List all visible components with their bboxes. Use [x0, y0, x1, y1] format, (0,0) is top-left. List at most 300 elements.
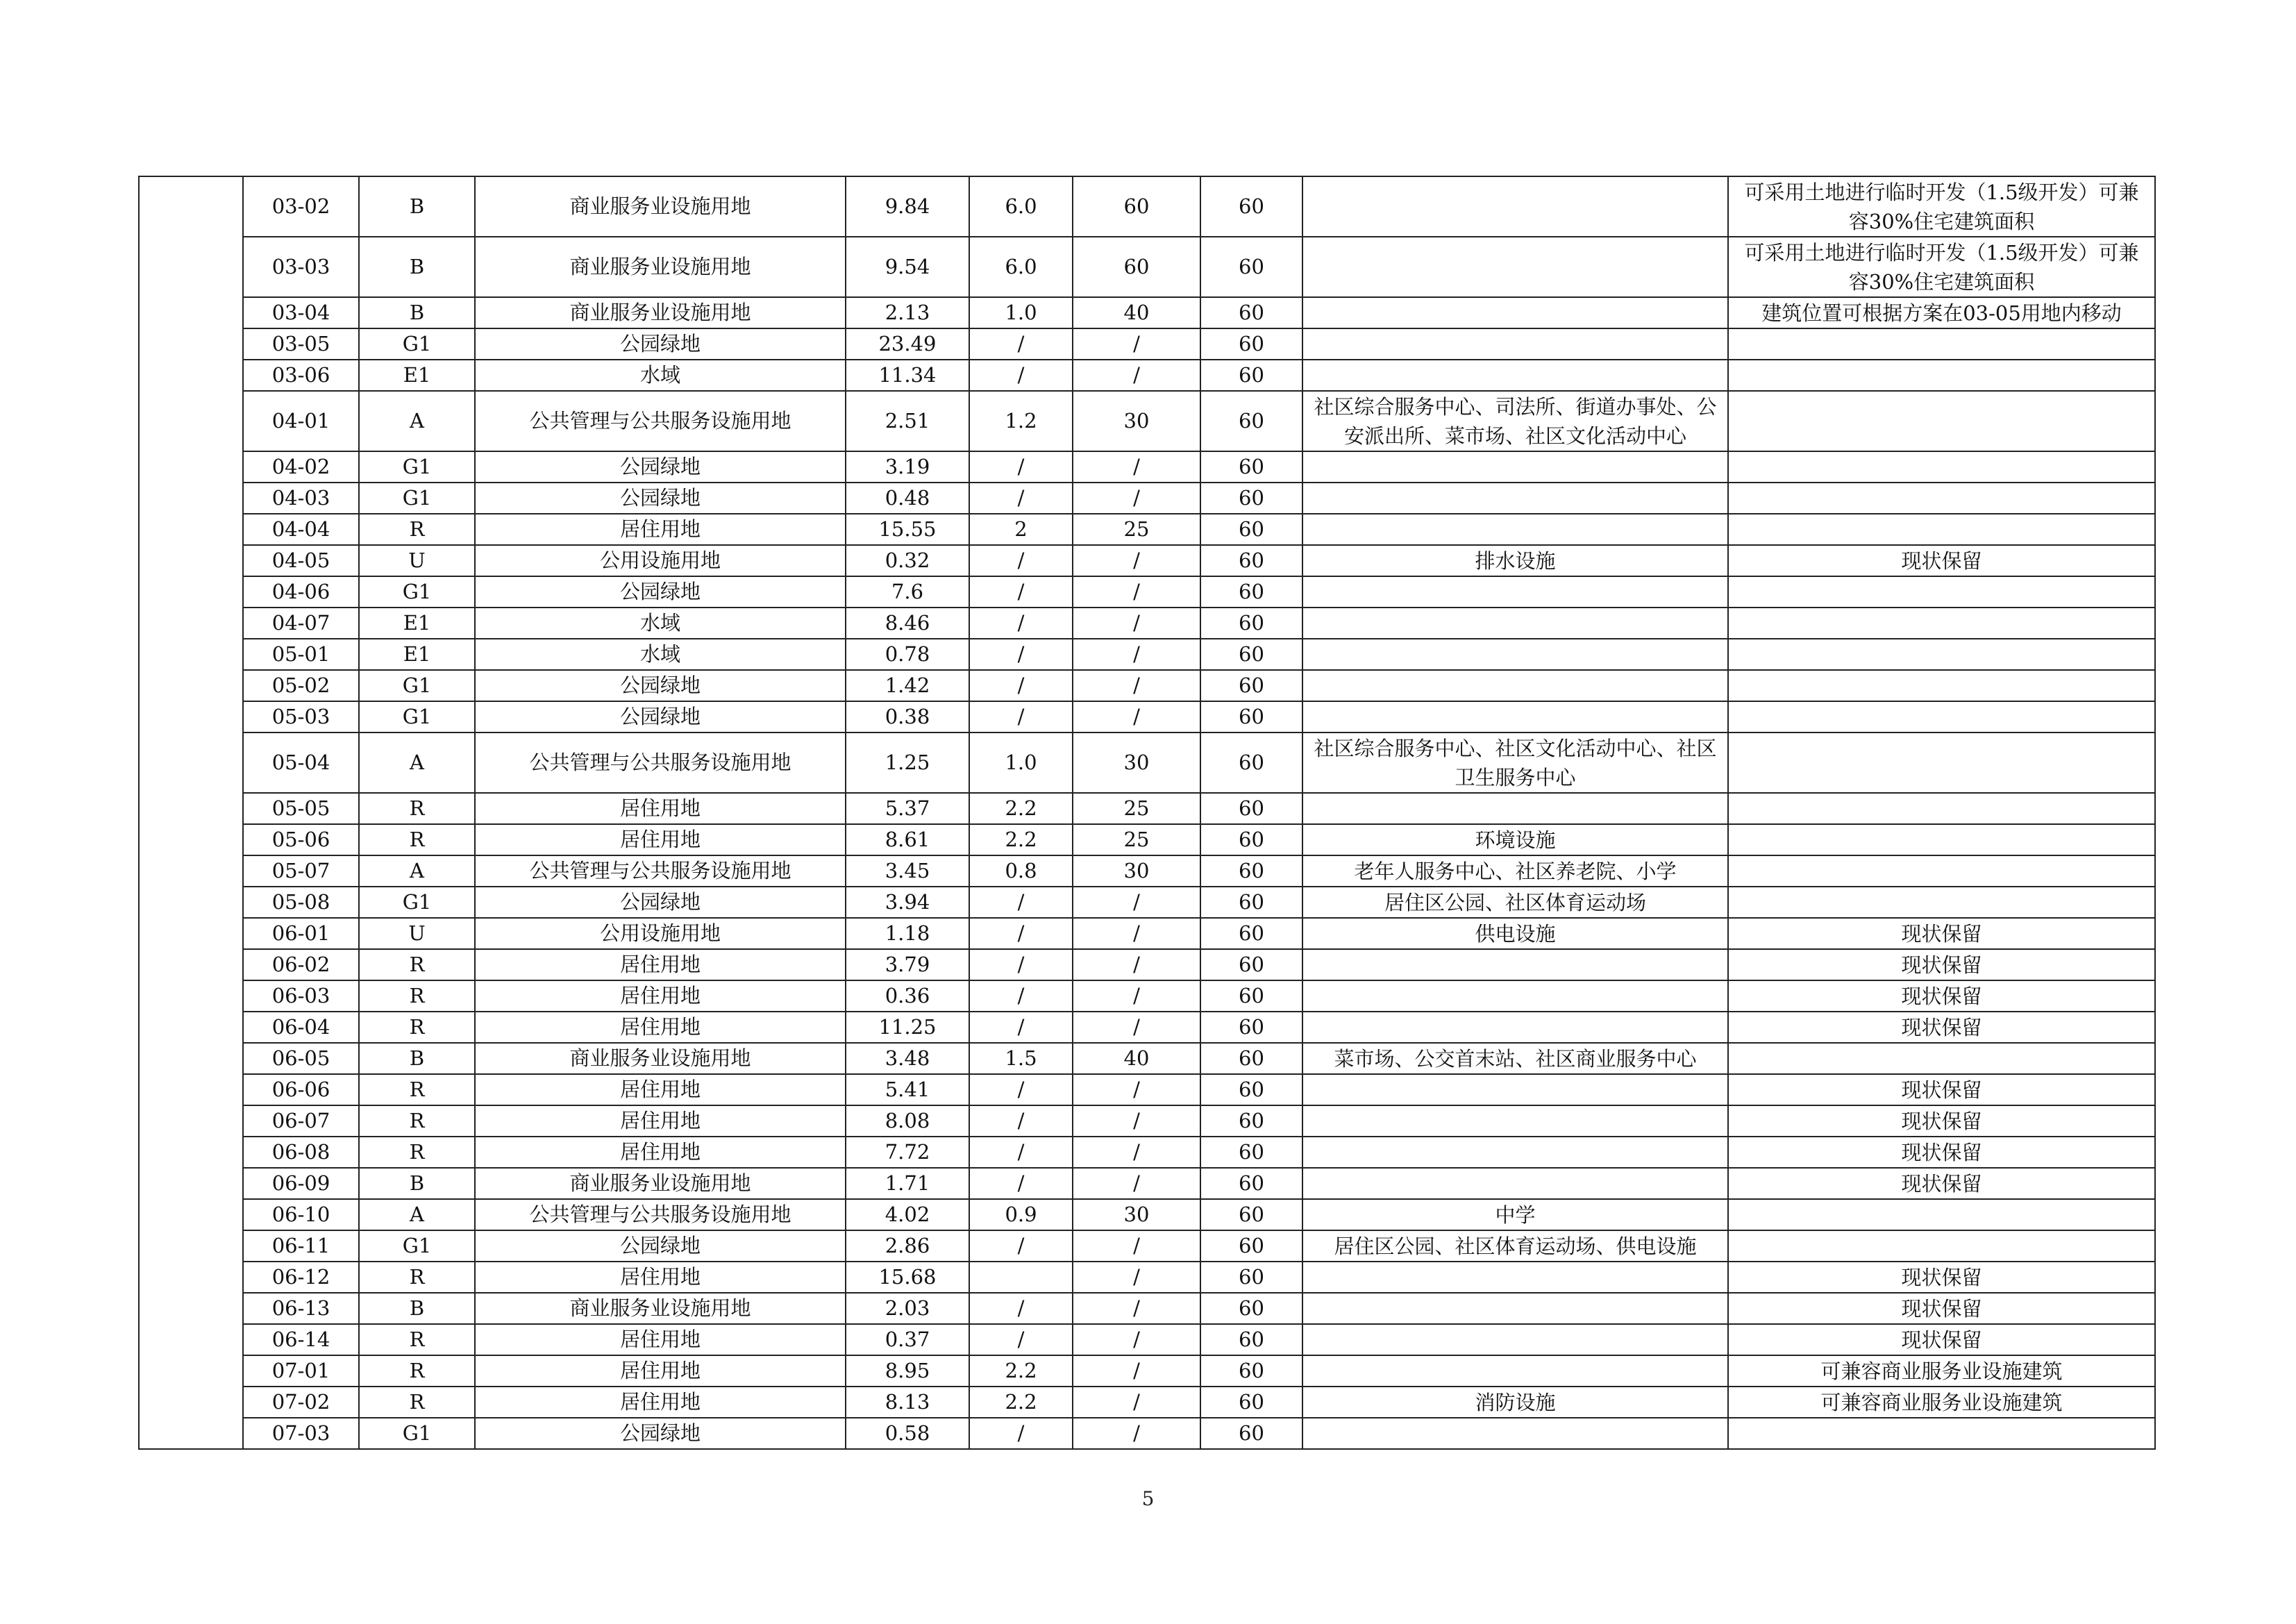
height-cell: 60: [1200, 670, 1302, 701]
far-cell: /: [969, 328, 1073, 360]
far-cell: /: [969, 483, 1073, 514]
land-code-cell: R: [359, 1355, 475, 1387]
land-use-cell: 居住用地: [475, 1262, 846, 1293]
note-cell: [1728, 483, 2155, 514]
note-cell: [1728, 670, 2155, 701]
facilities-cell: [1302, 1012, 1728, 1043]
land-use-cell: 公园绿地: [475, 1230, 846, 1262]
coverage-cell: /: [1073, 639, 1200, 670]
table-row: [139, 824, 2155, 855]
far-cell: /: [969, 576, 1073, 608]
parcel-id-cell: 04-05: [243, 545, 359, 576]
note-cell: 建筑位置可根据方案在03-05用地内移动: [1728, 297, 2155, 328]
far-cell: /: [969, 1137, 1073, 1168]
height-cell: 60: [1200, 297, 1302, 328]
coverage-cell: /: [1073, 1105, 1200, 1137]
land-use-cell: 公用设施用地: [475, 545, 846, 576]
area-cell: 15.68: [846, 1262, 969, 1293]
parcel-id-cell: 05-04: [243, 733, 359, 793]
height-cell: 60: [1200, 1293, 1302, 1324]
page-number: 5: [1141, 1487, 1155, 1510]
far-cell: 0.8: [969, 855, 1073, 887]
land-code-cell: B: [359, 297, 475, 328]
coverage-cell: 60: [1073, 176, 1200, 237]
table-row: [139, 451, 2155, 483]
table-row: [139, 391, 2155, 451]
facilities-cell: 环境设施: [1302, 824, 1728, 855]
parcel-id-cell: 04-02: [243, 451, 359, 483]
table-row: [139, 1043, 2155, 1074]
facilities-cell: [1302, 639, 1728, 670]
coverage-cell: 30: [1073, 733, 1200, 793]
parcel-id-cell: 03-05: [243, 328, 359, 360]
land-code-cell: R: [359, 1074, 475, 1105]
parcel-id-cell: 06-01: [243, 918, 359, 949]
height-cell: 60: [1200, 451, 1302, 483]
table-row: [139, 1293, 2155, 1324]
table-row: [139, 1324, 2155, 1355]
land-code-cell: U: [359, 545, 475, 576]
land-code-cell: U: [359, 918, 475, 949]
land-code-cell: E1: [359, 360, 475, 391]
note-cell: 现状保留: [1728, 1262, 2155, 1293]
parcel-id-cell: 05-02: [243, 670, 359, 701]
far-cell: 0.9: [969, 1199, 1073, 1230]
land-code-cell: B: [359, 1043, 475, 1074]
land-use-cell: 居住用地: [475, 1355, 846, 1387]
far-cell: 6.0: [969, 237, 1073, 297]
note-cell: [1728, 887, 2155, 918]
land-code-cell: R: [359, 824, 475, 855]
land-use-cell: 居住用地: [475, 824, 846, 855]
facilities-cell: [1302, 514, 1728, 545]
parcel-id-cell: 05-07: [243, 855, 359, 887]
land-use-cell: 公园绿地: [475, 328, 846, 360]
land-code-cell: B: [359, 1168, 475, 1199]
land-use-table: [138, 176, 2156, 1450]
area-cell: 3.79: [846, 949, 969, 980]
far-cell: /: [969, 1230, 1073, 1262]
table-row: [139, 1418, 2155, 1449]
area-cell: 1.18: [846, 918, 969, 949]
land-code-cell: R: [359, 949, 475, 980]
land-use-cell: 公园绿地: [475, 451, 846, 483]
height-cell: 60: [1200, 176, 1302, 237]
parcel-id-cell: 06-11: [243, 1230, 359, 1262]
facilities-cell: [1302, 608, 1728, 639]
height-cell: 60: [1200, 237, 1302, 297]
coverage-cell: 25: [1073, 824, 1200, 855]
far-cell: 1.0: [969, 733, 1073, 793]
table-row: [139, 1137, 2155, 1168]
table-row: [139, 514, 2155, 545]
height-cell: 60: [1200, 949, 1302, 980]
height-cell: 60: [1200, 1137, 1302, 1168]
far-cell: 1.0: [969, 297, 1073, 328]
area-cell: 8.13: [846, 1387, 969, 1418]
land-use-cell: 商业服务业设施用地: [475, 297, 846, 328]
area-cell: 8.61: [846, 824, 969, 855]
facilities-cell: [1302, 1262, 1728, 1293]
land-use-cell: 商业服务业设施用地: [475, 237, 846, 297]
table-row: [139, 483, 2155, 514]
note-cell: [1728, 391, 2155, 451]
height-cell: 60: [1200, 1355, 1302, 1387]
facilities-cell: [1302, 451, 1728, 483]
land-code-cell: R: [359, 1262, 475, 1293]
facilities-cell: [1302, 576, 1728, 608]
facilities-cell: 中学: [1302, 1199, 1728, 1230]
note-cell: [1728, 1230, 2155, 1262]
note-cell: 现状保留: [1728, 1324, 2155, 1355]
facilities-cell: [1302, 176, 1728, 237]
area-cell: 11.25: [846, 1012, 969, 1043]
parcel-id-cell: 06-03: [243, 980, 359, 1012]
facilities-cell: 排水设施: [1302, 545, 1728, 576]
height-cell: 60: [1200, 514, 1302, 545]
area-cell: 11.34: [846, 360, 969, 391]
land-code-cell: G1: [359, 1418, 475, 1449]
table-row: [139, 793, 2155, 824]
coverage-cell: /: [1073, 328, 1200, 360]
far-cell: /: [969, 451, 1073, 483]
height-cell: 60: [1200, 1199, 1302, 1230]
table-row: [139, 1262, 2155, 1293]
height-cell: 60: [1200, 639, 1302, 670]
land-use-cell: 水域: [475, 639, 846, 670]
table-row: [139, 1199, 2155, 1230]
height-cell: 60: [1200, 391, 1302, 451]
height-cell: 60: [1200, 1230, 1302, 1262]
height-cell: 60: [1200, 733, 1302, 793]
far-cell: /: [969, 980, 1073, 1012]
table-row: [139, 701, 2155, 733]
parcel-id-cell: 04-03: [243, 483, 359, 514]
far-cell: 2.2: [969, 793, 1073, 824]
area-cell: 1.71: [846, 1168, 969, 1199]
note-cell: [1728, 451, 2155, 483]
land-use-cell: 公共管理与公共服务设施用地: [475, 1199, 846, 1230]
far-cell: 2: [969, 514, 1073, 545]
parcel-id-cell: 05-08: [243, 887, 359, 918]
land-code-cell: R: [359, 793, 475, 824]
coverage-cell: /: [1073, 918, 1200, 949]
coverage-cell: /: [1073, 701, 1200, 733]
area-cell: 0.38: [846, 701, 969, 733]
area-cell: 7.72: [846, 1137, 969, 1168]
note-cell: [1728, 576, 2155, 608]
table-row: [139, 608, 2155, 639]
facilities-cell: [1302, 1168, 1728, 1199]
land-use-cell: 居住用地: [475, 949, 846, 980]
area-cell: 9.84: [846, 176, 969, 237]
far-cell: /: [969, 918, 1073, 949]
note-cell: 现状保留: [1728, 1105, 2155, 1137]
land-use-cell: 公共管理与公共服务设施用地: [475, 391, 846, 451]
row-group-cell: [139, 176, 243, 1449]
area-cell: 15.55: [846, 514, 969, 545]
coverage-cell: 40: [1073, 297, 1200, 328]
far-cell: /: [969, 670, 1073, 701]
table-row: [139, 1105, 2155, 1137]
facilities-cell: 老年人服务中心、社区养老院、小学: [1302, 855, 1728, 887]
note-cell: 可兼容商业服务业设施建筑: [1728, 1355, 2155, 1387]
coverage-cell: /: [1073, 887, 1200, 918]
parcel-id-cell: 06-04: [243, 1012, 359, 1043]
far-cell: /: [969, 949, 1073, 980]
area-cell: 8.95: [846, 1355, 969, 1387]
land-code-cell: R: [359, 980, 475, 1012]
facilities-cell: 社区综合服务中心、司法所、街道办事处、公安派出所、菜市场、社区文化活动中心: [1302, 391, 1728, 451]
note-cell: 现状保留: [1728, 949, 2155, 980]
facilities-cell: 居住区公园、社区体育运动场、供电设施: [1302, 1230, 1728, 1262]
area-cell: 7.6: [846, 576, 969, 608]
facilities-cell: [1302, 670, 1728, 701]
coverage-cell: /: [1073, 1293, 1200, 1324]
facilities-cell: 菜市场、公交首末站、社区商业服务中心: [1302, 1043, 1728, 1074]
area-cell: 4.02: [846, 1199, 969, 1230]
area-cell: 0.37: [846, 1324, 969, 1355]
far-cell: 2.2: [969, 824, 1073, 855]
parcel-id-cell: 05-03: [243, 701, 359, 733]
facilities-cell: [1302, 1324, 1728, 1355]
land-use-cell: 商业服务业设施用地: [475, 1168, 846, 1199]
note-cell: [1728, 328, 2155, 360]
coverage-cell: /: [1073, 608, 1200, 639]
height-cell: 60: [1200, 855, 1302, 887]
far-cell: [969, 1262, 1073, 1293]
note-cell: [1728, 824, 2155, 855]
area-cell: 3.19: [846, 451, 969, 483]
land-code-cell: G1: [359, 483, 475, 514]
facilities-cell: [1302, 328, 1728, 360]
facilities-cell: [1302, 980, 1728, 1012]
coverage-cell: /: [1073, 576, 1200, 608]
height-cell: 60: [1200, 793, 1302, 824]
table-row: [139, 733, 2155, 793]
land-code-cell: A: [359, 733, 475, 793]
height-cell: 60: [1200, 608, 1302, 639]
parcel-id-cell: 06-12: [243, 1262, 359, 1293]
table-row: [139, 176, 2155, 237]
far-cell: /: [969, 701, 1073, 733]
land-use-cell: 居住用地: [475, 1324, 846, 1355]
parcel-id-cell: 06-13: [243, 1293, 359, 1324]
facilities-cell: [1302, 1105, 1728, 1137]
height-cell: 60: [1200, 918, 1302, 949]
land-use-cell: 居住用地: [475, 980, 846, 1012]
area-cell: 1.25: [846, 733, 969, 793]
coverage-cell: /: [1073, 1137, 1200, 1168]
land-code-cell: G1: [359, 701, 475, 733]
height-cell: 60: [1200, 1262, 1302, 1293]
facilities-cell: [1302, 949, 1728, 980]
area-cell: 5.41: [846, 1074, 969, 1105]
coverage-cell: /: [1073, 1074, 1200, 1105]
facilities-cell: [1302, 297, 1728, 328]
note-cell: [1728, 701, 2155, 733]
parcel-id-cell: 07-02: [243, 1387, 359, 1418]
table-row: [139, 639, 2155, 670]
coverage-cell: 30: [1073, 391, 1200, 451]
note-cell: [1728, 1199, 2155, 1230]
parcel-id-cell: 04-07: [243, 608, 359, 639]
facilities-cell: [1302, 483, 1728, 514]
table-row: [139, 1355, 2155, 1387]
coverage-cell: /: [1073, 1387, 1200, 1418]
land-use-cell: 居住用地: [475, 1012, 846, 1043]
height-cell: 60: [1200, 576, 1302, 608]
height-cell: 60: [1200, 887, 1302, 918]
land-use-cell: 公园绿地: [475, 701, 846, 733]
area-cell: 3.45: [846, 855, 969, 887]
far-cell: /: [969, 887, 1073, 918]
parcel-id-cell: 06-14: [243, 1324, 359, 1355]
coverage-cell: /: [1073, 1230, 1200, 1262]
land-code-cell: G1: [359, 451, 475, 483]
land-use-cell: 公园绿地: [475, 887, 846, 918]
area-cell: 0.32: [846, 545, 969, 576]
note-cell: [1728, 733, 2155, 793]
note-cell: 现状保留: [1728, 1293, 2155, 1324]
coverage-cell: /: [1073, 1168, 1200, 1199]
parcel-id-cell: 04-01: [243, 391, 359, 451]
table-body: [139, 176, 2155, 1449]
land-code-cell: R: [359, 514, 475, 545]
table-row: [139, 545, 2155, 576]
land-use-cell: 居住用地: [475, 1137, 846, 1168]
far-cell: /: [969, 1168, 1073, 1199]
facilities-cell: [1302, 360, 1728, 391]
parcel-id-cell: 05-05: [243, 793, 359, 824]
facilities-cell: [1302, 1355, 1728, 1387]
area-cell: 2.03: [846, 1293, 969, 1324]
coverage-cell: /: [1073, 670, 1200, 701]
table-row: [139, 237, 2155, 297]
land-use-cell: 居住用地: [475, 793, 846, 824]
land-use-cell: 水域: [475, 360, 846, 391]
far-cell: 2.2: [969, 1355, 1073, 1387]
land-use-cell: 居住用地: [475, 1387, 846, 1418]
facilities-cell: 供电设施: [1302, 918, 1728, 949]
area-cell: 2.13: [846, 297, 969, 328]
parcel-id-cell: 03-02: [243, 176, 359, 237]
coverage-cell: /: [1073, 949, 1200, 980]
note-cell: 现状保留: [1728, 1074, 2155, 1105]
table-row: [139, 1230, 2155, 1262]
land-code-cell: G1: [359, 576, 475, 608]
land-use-cell: 公园绿地: [475, 670, 846, 701]
land-use-cell: 商业服务业设施用地: [475, 1293, 846, 1324]
table-row: [139, 670, 2155, 701]
height-cell: 60: [1200, 1012, 1302, 1043]
land-use-cell: 水域: [475, 608, 846, 639]
note-cell: [1728, 793, 2155, 824]
table-row: [139, 297, 2155, 328]
note-cell: [1728, 1418, 2155, 1449]
far-cell: /: [969, 545, 1073, 576]
height-cell: 60: [1200, 980, 1302, 1012]
note-cell: 现状保留: [1728, 1012, 2155, 1043]
note-cell: 可采用土地进行临时开发（1.5级开发）可兼容30%住宅建筑面积: [1728, 176, 2155, 237]
area-cell: 23.49: [846, 328, 969, 360]
table-row: [139, 1074, 2155, 1105]
table-row: [139, 328, 2155, 360]
area-cell: 0.78: [846, 639, 969, 670]
coverage-cell: 25: [1073, 514, 1200, 545]
note-cell: [1728, 639, 2155, 670]
coverage-cell: 40: [1073, 1043, 1200, 1074]
land-code-cell: G1: [359, 1230, 475, 1262]
far-cell: /: [969, 360, 1073, 391]
height-cell: 60: [1200, 701, 1302, 733]
note-cell: 现状保留: [1728, 545, 2155, 576]
height-cell: 60: [1200, 483, 1302, 514]
land-use-cell: 公园绿地: [475, 576, 846, 608]
land-code-cell: R: [359, 1105, 475, 1137]
note-cell: 现状保留: [1728, 980, 2155, 1012]
parcel-id-cell: 03-04: [243, 297, 359, 328]
facilities-cell: 社区综合服务中心、社区文化活动中心、社区卫生服务中心: [1302, 733, 1728, 793]
note-cell: [1728, 608, 2155, 639]
far-cell: /: [969, 1105, 1073, 1137]
parcel-id-cell: 06-09: [243, 1168, 359, 1199]
note-cell: [1728, 514, 2155, 545]
height-cell: 60: [1200, 328, 1302, 360]
land-use-cell: 公用设施用地: [475, 918, 846, 949]
coverage-cell: 60: [1073, 237, 1200, 297]
coverage-cell: /: [1073, 1355, 1200, 1387]
land-use-cell: 居住用地: [475, 1074, 846, 1105]
land-use-cell: 公共管理与公共服务设施用地: [475, 855, 846, 887]
area-cell: 5.37: [846, 793, 969, 824]
area-cell: 8.08: [846, 1105, 969, 1137]
far-cell: 1.2: [969, 391, 1073, 451]
area-cell: 2.86: [846, 1230, 969, 1262]
table-row: [139, 576, 2155, 608]
land-code-cell: G1: [359, 328, 475, 360]
table-row: [139, 980, 2155, 1012]
parcel-id-cell: 06-02: [243, 949, 359, 980]
height-cell: 60: [1200, 360, 1302, 391]
note-cell: [1728, 855, 2155, 887]
coverage-cell: /: [1073, 1324, 1200, 1355]
coverage-cell: 30: [1073, 1199, 1200, 1230]
area-cell: 3.94: [846, 887, 969, 918]
far-cell: /: [969, 1012, 1073, 1043]
coverage-cell: /: [1073, 980, 1200, 1012]
far-cell: /: [969, 1418, 1073, 1449]
land-code-cell: E1: [359, 639, 475, 670]
area-cell: 8.46: [846, 608, 969, 639]
height-cell: 60: [1200, 1043, 1302, 1074]
land-code-cell: G1: [359, 887, 475, 918]
coverage-cell: /: [1073, 1262, 1200, 1293]
note-cell: 可兼容商业服务业设施建筑: [1728, 1387, 2155, 1418]
parcel-id-cell: 04-04: [243, 514, 359, 545]
facilities-cell: [1302, 1074, 1728, 1105]
land-code-cell: A: [359, 1199, 475, 1230]
table-row: [139, 949, 2155, 980]
facilities-cell: 居住区公园、社区体育运动场: [1302, 887, 1728, 918]
height-cell: 60: [1200, 1105, 1302, 1137]
coverage-cell: /: [1073, 1418, 1200, 1449]
parcel-id-cell: 04-06: [243, 576, 359, 608]
land-code-cell: R: [359, 1387, 475, 1418]
land-code-cell: B: [359, 176, 475, 237]
land-code-cell: A: [359, 855, 475, 887]
parcel-id-cell: 06-07: [243, 1105, 359, 1137]
